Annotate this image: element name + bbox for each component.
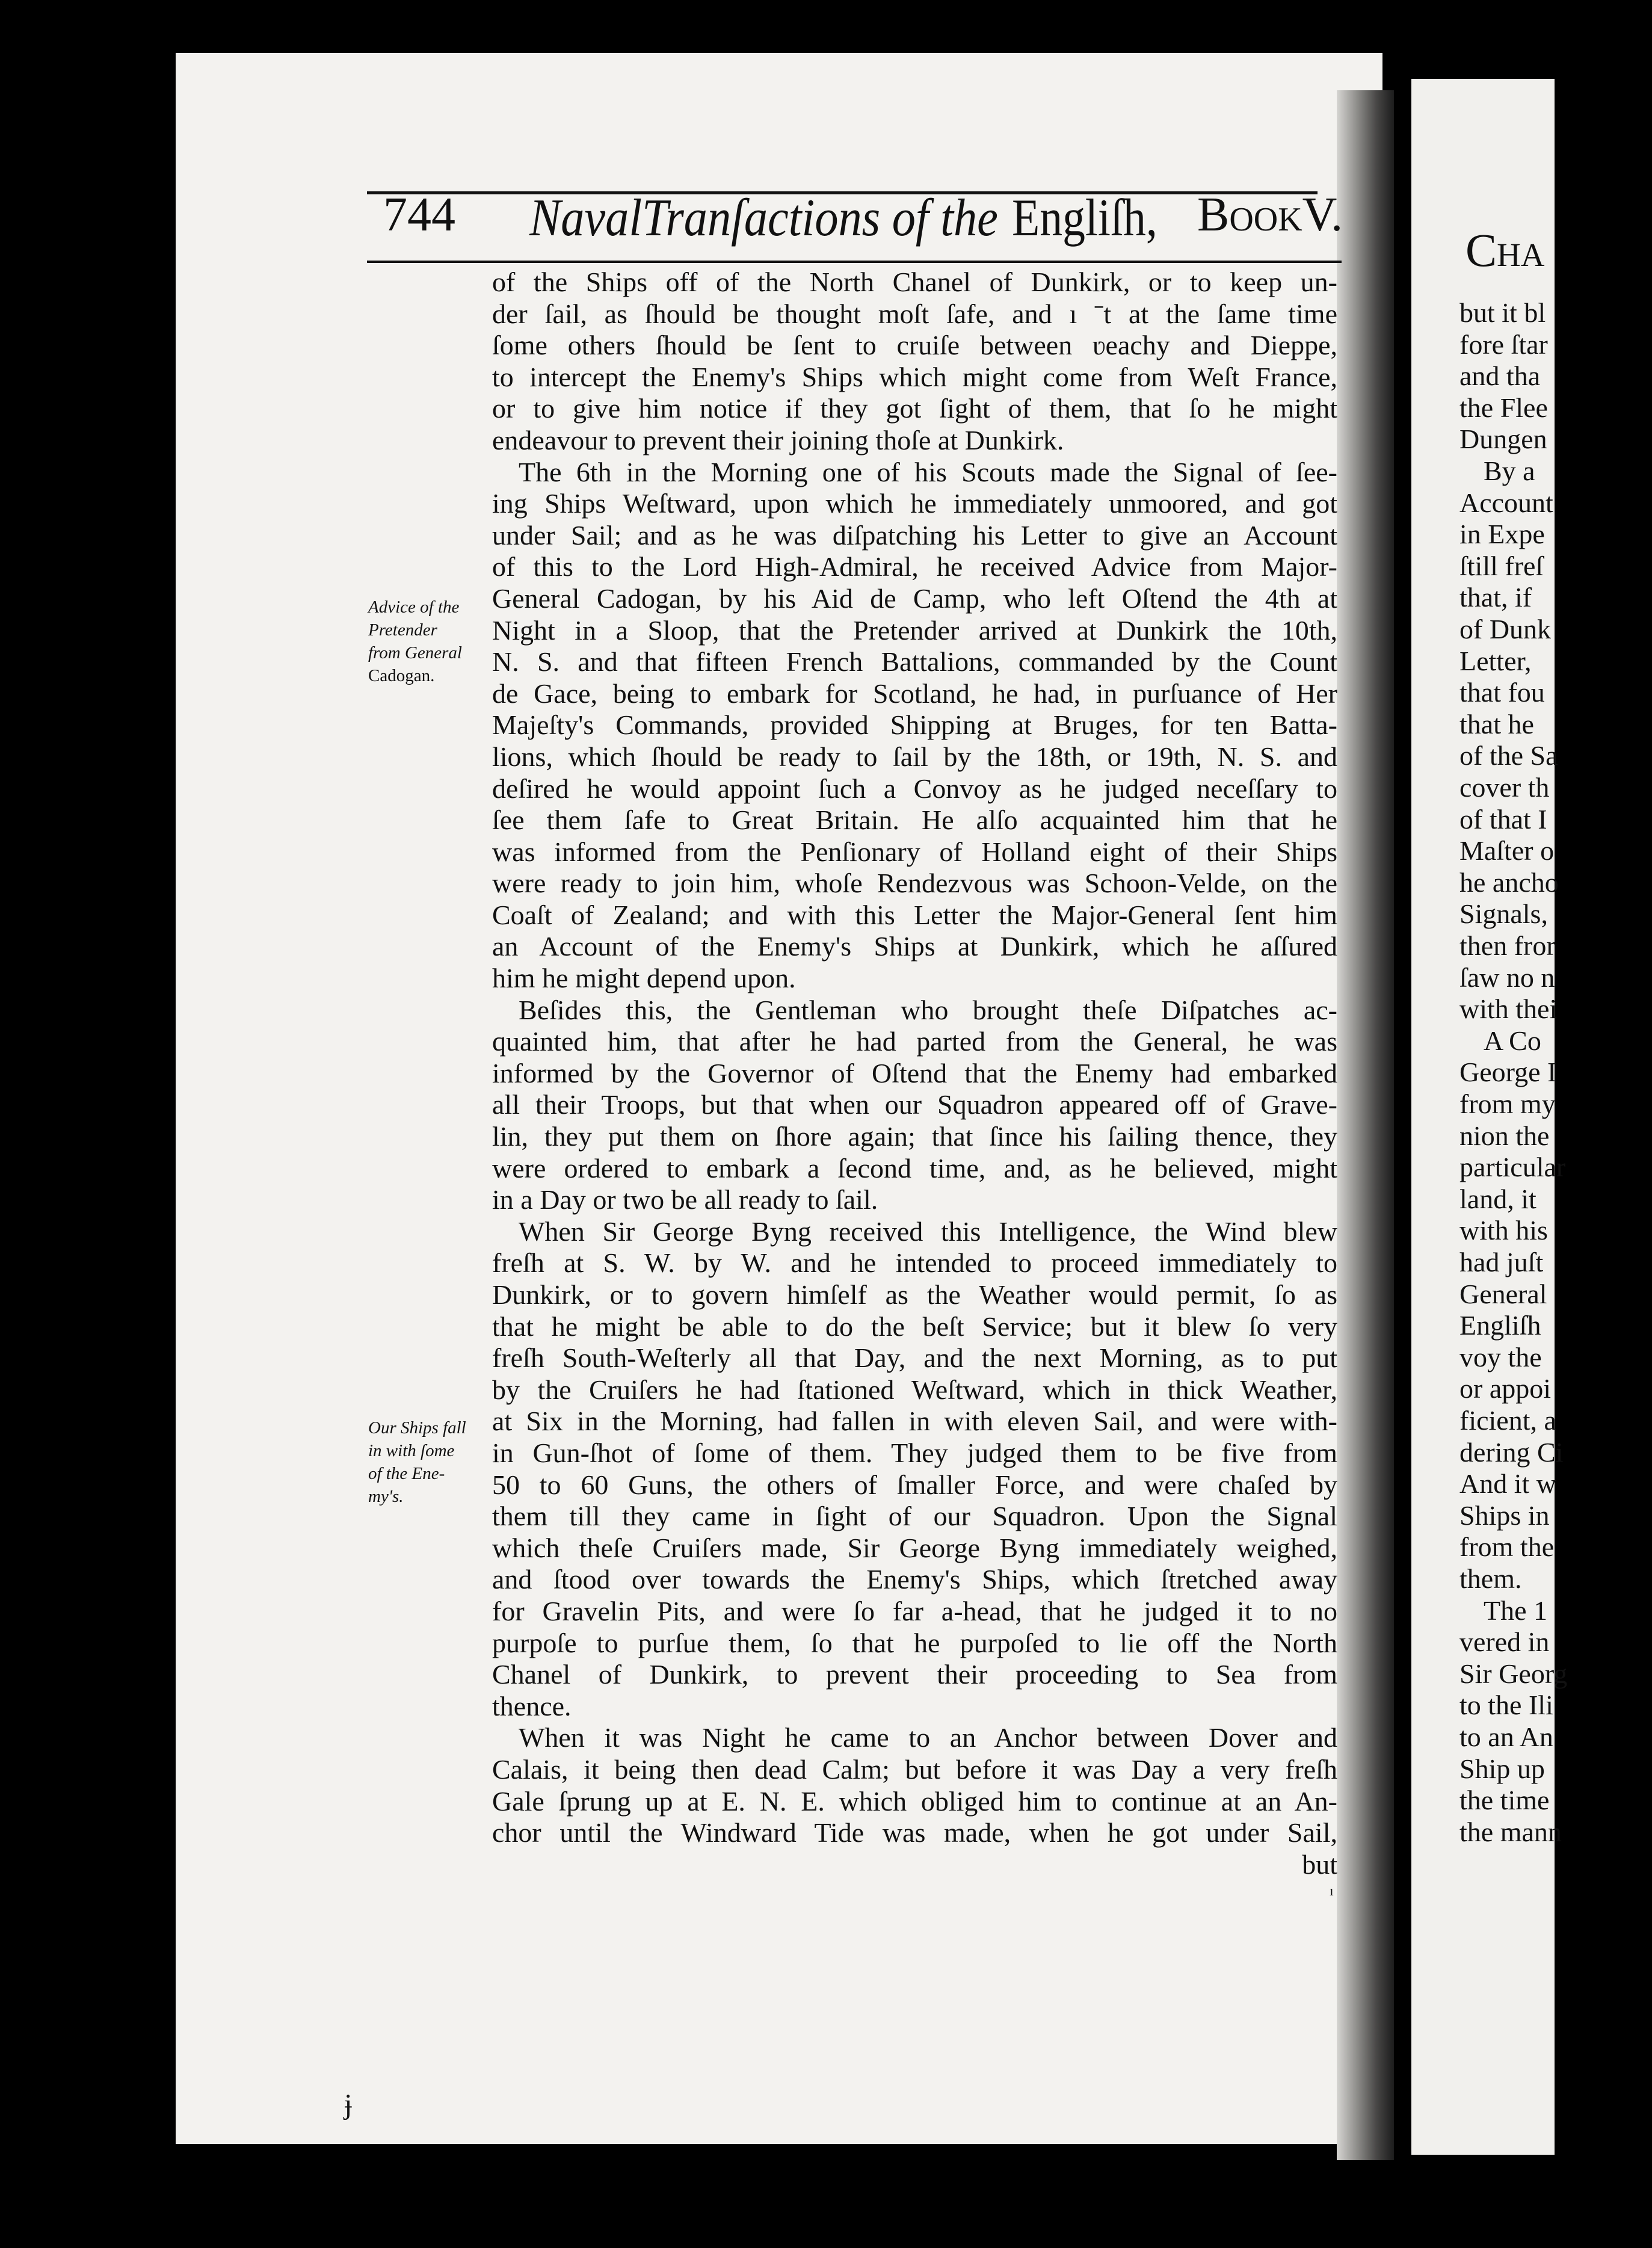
text-line: of the Ships off of the North Chanel of Dunkirk, or to keep un- [492, 267, 1337, 297]
text-line: Beſides this, the Gentleman who brought theſe Diſpatches ac- [519, 994, 1337, 1025]
margin-note-line: Cadogan. [368, 666, 435, 685]
text-line: When it was Night he came to an Anchor between Dover and [519, 1722, 1337, 1753]
text-line: were ready to join him, whoſe Rendezvous was Schoon-Velde, on the [492, 868, 1337, 899]
adjacent-text-line: By a [1484, 455, 1535, 486]
adjacent-text-line: General [1459, 1278, 1547, 1309]
text-line: chor until the Windward Tide was made, when he got under Sail, [492, 1817, 1337, 1848]
text-line: lin, they put them on ſhore again; that ſince his ſailing thence, they [492, 1121, 1337, 1152]
adjacent-text-line: ſaw no n [1459, 962, 1555, 993]
adjacent-text-line: the time [1459, 1785, 1550, 1816]
adjacent-text-line: Account [1459, 487, 1553, 518]
adjacent-text-line: from the [1459, 1531, 1555, 1563]
margin-note-line: in with ſome [368, 1441, 455, 1460]
text-line: ſome others ſhould be ſent to cruiſe between ʋeachy and Dieppe, [492, 330, 1337, 361]
adjacent-text-line: ficient, a [1459, 1405, 1556, 1436]
adjacent-text-line: he ancho [1459, 866, 1559, 898]
text-line: ing Ships Weſtward, upon which he immediately unmoored, and got [492, 488, 1337, 519]
adjacent-page-header: Cha [1466, 224, 1545, 276]
text-line: deſired he would appoint ſuch a Convoy as he judged neceſſary to [492, 773, 1337, 804]
adjacent-text-line: but it bl [1459, 297, 1546, 328]
text-line: by the Cruiſers he had ſtationed Weſtward, which in thick Weather, [492, 1374, 1337, 1405]
text-line: Dunkirk, or to govern himſelf as the Weather would permit, ſo as [492, 1279, 1337, 1310]
header-rule-bottom [367, 261, 1342, 263]
adjacent-text-line: of Dunk [1459, 614, 1552, 644]
running-title: NavalTranſactions of the [529, 189, 998, 247]
adjacent-text-line: particular [1459, 1152, 1566, 1183]
text-line: 50 to 60 Guns, the others of ſmaller Force, and were chaſed by [492, 1469, 1337, 1500]
book-label: BookV. [1197, 188, 1343, 241]
running-title-english: Engliſh, [1012, 189, 1157, 247]
adjacent-text-line: Dungen [1459, 424, 1547, 455]
text-line: was informed from the Penſionary of Holland eight of their Ships [492, 836, 1337, 867]
adjacent-text-line: Sir Georg [1459, 1658, 1568, 1689]
adjacent-text-line: cover th [1459, 772, 1550, 803]
text-line: which theſe Cruiſers made, Sir George Byng immediately weighed, [492, 1532, 1337, 1563]
adjacent-text-line: voy the [1459, 1341, 1542, 1373]
adjacent-text-line: the Flee [1459, 392, 1548, 423]
adjacent-text-line: of that I [1459, 803, 1547, 835]
adjacent-text-line: with thei [1459, 993, 1558, 1025]
adjacent-text-line: to the Ili [1459, 1690, 1553, 1721]
adjacent-text-line: them. [1459, 1563, 1522, 1594]
text-line: in a Day or two be all ready to ſail. [492, 1184, 878, 1215]
margin-note-line: Advice of the [368, 598, 460, 617]
text-line: N. S. and that fifteen French Battalions, commanded by the Count [492, 646, 1337, 678]
adjacent-text-line: vered in [1459, 1626, 1550, 1658]
margin-note-ships [368, 1416, 466, 1508]
adjacent-text-line: ſtill freſ [1459, 550, 1544, 581]
text-line: to intercept the Enemy's Ships which might come from Weſt France, [492, 361, 1337, 392]
adjacent-page [1411, 79, 1568, 2155]
text-line: freſh South-Weſterly all that Day, and the next Morning, as to put [492, 1342, 1337, 1374]
adjacent-text-line: dering Ci [1459, 1436, 1564, 1468]
adjacent-text-line: the mann [1459, 1816, 1562, 1847]
text-line: endeavour to prevent their joining thoſe at Dunkirk. [492, 424, 1064, 455]
text-line: him he might depend upon. [492, 963, 796, 994]
text-line: de Gace, being to embark for Scotland, he had, in purſuance of Her [492, 678, 1337, 709]
text-line: an Account of the Enemy's Ships at Dunkirk, which he aſſured [492, 931, 1337, 962]
adjacent-text-line: that, if [1459, 582, 1532, 613]
adjacent-text-line: And it w [1459, 1468, 1556, 1499]
page-gutter-shadow [1337, 90, 1394, 2160]
text-line: When Sir George Byng received this Intelligence, the Wind blew [519, 1215, 1337, 1247]
adjacent-text-line: Ships in [1459, 1499, 1550, 1531]
text-line: Coaſt of Zealand; and with this Letter the Major-General ſent him [492, 899, 1337, 930]
text-line: informed by the Governor of Oſtend that the Enemy had embarked [492, 1057, 1337, 1088]
adjacent-text-line: Letter, [1459, 645, 1532, 676]
adjacent-text-line: and tha [1459, 360, 1541, 392]
adjacent-text-line: of the Sa [1459, 740, 1558, 771]
adjacent-text-line: Signals, [1459, 898, 1548, 930]
text-line: or to give him notice if they got ſight of them, that ſo he might [492, 393, 1337, 424]
adjacent-text-line: then fror [1459, 930, 1556, 961]
margin-note-line: Our Ships fall [368, 1418, 466, 1437]
margin-note-advice [368, 596, 462, 687]
adjacent-text-line: A Co [1484, 1025, 1541, 1056]
body-text [492, 267, 1337, 1880]
adjacent-text-line: from my [1459, 1088, 1556, 1119]
stray-ink-mark: ɉ [344, 2089, 353, 2120]
text-line: purpoſe to purſue them, ſo that he purpoſed to lie off the North [492, 1627, 1337, 1658]
adjacent-text-line: in Expe [1459, 519, 1545, 550]
adjacent-text-line: land, it [1459, 1183, 1536, 1214]
adjacent-text-line: had juſt [1459, 1247, 1544, 1277]
text-line: der ſail, as ſhould be thought moſt ſafe, and ı ˉt at the ſame time [492, 298, 1337, 329]
adjacent-text-line: George I [1459, 1057, 1557, 1088]
margin-note-line: my's. [368, 1487, 404, 1506]
text-line: all their Troops, but that when our Squadron appeared off of Grave- [492, 1089, 1337, 1120]
text-line: Night in a Sloop, that the Pretender arrived at Dunkirk the 10th, [492, 614, 1337, 646]
adjacent-text-line: Maſter o [1459, 835, 1555, 866]
adjacent-text-line: with his [1459, 1215, 1548, 1246]
margin-note-line: of the Ene- [368, 1464, 445, 1483]
text-line: quainted him, that after he had parted from the General, he was [492, 1026, 1337, 1057]
margin-note-line: Pretender [368, 620, 437, 640]
text-line: freſh at S. W. by W. and he intended to proceed immediately to [492, 1247, 1337, 1279]
text-line: were ordered to embark a ſecond time, and, as he believed, might [492, 1152, 1337, 1184]
text-line: under Sail; and as he was diſpatching his Letter to give an Account [492, 519, 1337, 551]
text-line: of this to the Lord High-Admiral, he received Advice from Major- [492, 551, 1337, 582]
adjacent-text-line: The 1 [1484, 1595, 1548, 1626]
adjacent-text-line: or appoi [1459, 1373, 1552, 1404]
text-line: in Gun-ſhot of ſome of them. They judged them to be five from [492, 1437, 1337, 1468]
text-line: Calais, it being then dead Calm; but before it was Day a very freſh [492, 1753, 1337, 1785]
adjacent-text-line: Engliſh [1459, 1310, 1541, 1341]
margin-note-line: from General [368, 643, 462, 662]
text-line: ſee them ſafe to Great Britain. He alſo acquainted him that he [492, 804, 1337, 836]
adjacent-text-line: nion the [1459, 1120, 1550, 1151]
text-line: that he might be able to do the beſt Service; but it blew ſo very [492, 1311, 1337, 1342]
text-line: for Gravelin Pits, and were ſo far a-head, that he judged it to no [492, 1595, 1337, 1626]
folio-mark: ı [1330, 1883, 1334, 1899]
text-line: General Cadogan, by his Aid de Camp, who left Oſtend the 4th at [492, 582, 1337, 614]
text-line: Gale ſprung up at E. N. E. which obliged him to continue at an An- [492, 1785, 1337, 1817]
text-line: The 6th in the Morning one of his Scouts made the Signal of ſee- [519, 456, 1337, 487]
adjacent-text-line: to an An [1459, 1722, 1553, 1752]
adjacent-text-line: Ship up [1459, 1753, 1545, 1784]
text-line: them till they came in ſight of our Squadron. Upon the Signal [492, 1501, 1337, 1532]
adjacent-text-line: that he [1459, 708, 1534, 740]
adjacent-text-line: that fou [1459, 677, 1545, 708]
text-line: Chanel of Dunkirk, to prevent their proceeding to Sea from [492, 1659, 1337, 1690]
adjacent-text-line: fore ſtar [1459, 329, 1548, 360]
text-line: thence. [492, 1690, 572, 1722]
text-line: lions, which ſhould be ready to ſail by the 18th, or 19th, N. S. and [492, 741, 1337, 772]
page-number: 744 [383, 188, 455, 241]
text-line: and ſtood over towards the Enemy's Ships, which ſtretched away [492, 1564, 1337, 1595]
text-line: Majeſty's Commands, provided Shipping at Bruges, for ten Batta- [492, 709, 1337, 741]
text-line: but [1302, 1848, 1337, 1880]
text-line: at Six in the Morning, had fallen in with eleven Sail, and were with- [492, 1406, 1337, 1437]
